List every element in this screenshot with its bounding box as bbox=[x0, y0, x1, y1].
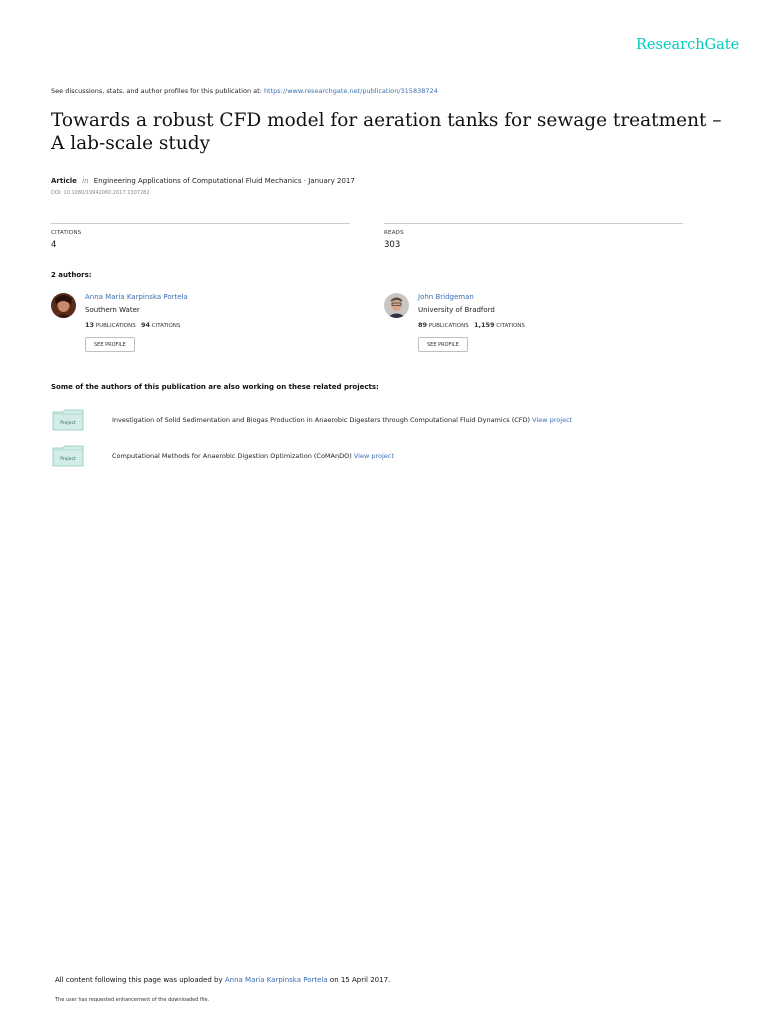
project-1-title: Investigation of Solid Sedimentation and Biogas Production in Anaerobic Digesters through Computational Fluid Dynamics (CFD) bbox=[112, 416, 531, 424]
journal-date: Engineering Applications of Computational Fluid Mechanics · January 2017 bbox=[93, 177, 355, 185]
avatar-author-1[interactable] bbox=[51, 293, 76, 318]
upload-suffix: on 15 April 2017. bbox=[329, 976, 391, 984]
publication-meta bbox=[51, 177, 355, 185]
publication-url-link[interactable]: https://www.researchgate.net/publication/315838724 bbox=[263, 87, 438, 95]
author-2-institution: University of Bradford bbox=[418, 306, 495, 314]
folder-icon bbox=[52, 409, 84, 431]
author-1-stats bbox=[85, 321, 180, 329]
author-1-publications-count: 13 bbox=[85, 321, 95, 329]
author-2-citations-label: CITATIONS bbox=[496, 323, 525, 329]
author-2-publications-count: 89 bbox=[418, 321, 428, 329]
author-2-stats bbox=[418, 321, 525, 329]
author-2-citations-count: 1,159 bbox=[473, 321, 495, 329]
enhancement-note: The user has requested enhancement of the downloaded file. bbox=[55, 997, 210, 1003]
publication-title: Towards a robust CFD model for aeration tanks for sewage treatment – A lab-scale study bbox=[51, 110, 722, 154]
author-2-photo-icon bbox=[384, 293, 409, 318]
author-2-name[interactable]: John Bridgeman bbox=[418, 293, 474, 301]
doi: DOI: 10.1080/19942060.2017.1307282 bbox=[51, 190, 150, 196]
project-1-icon-label: Project bbox=[60, 421, 76, 426]
project-1-view-link[interactable]: View project bbox=[532, 416, 573, 424]
citations-divider bbox=[51, 223, 350, 224]
article-type: Article bbox=[51, 177, 77, 185]
reads-divider bbox=[384, 223, 683, 224]
project-1-row bbox=[112, 416, 572, 424]
citations-value: 4 bbox=[51, 240, 57, 250]
researchgate-logo[interactable]: ResearchGate bbox=[636, 37, 740, 53]
author-1-publications-label: PUBLICATIONS bbox=[95, 323, 136, 329]
project-2-icon-label: Project bbox=[60, 457, 76, 462]
author-2-publications-label: PUBLICATIONS bbox=[428, 323, 469, 329]
uploader-link[interactable]: Anna Maria Karpinska Portela bbox=[224, 976, 328, 984]
authors-heading: 2 authors: bbox=[51, 271, 92, 279]
author-1-photo-icon bbox=[51, 293, 76, 318]
reads-label: READS bbox=[384, 230, 404, 236]
author-1-citations-count: 94 bbox=[140, 321, 150, 329]
discussion-prefix: See discussions, stats, and author profiles for this publication at: bbox=[51, 87, 262, 95]
author-1-see-profile-button[interactable]: SEE PROFILE bbox=[85, 337, 135, 352]
author-1-name[interactable]: Anna Maria Karpinska Portela bbox=[85, 293, 188, 301]
project-2-title: Computational Methods for Anaerobic Digestion Optimization (CoMAnDO) bbox=[112, 452, 352, 460]
author-1-institution: Southern Water bbox=[85, 306, 140, 314]
project-1-folder-icon bbox=[52, 409, 84, 431]
project-2-row bbox=[112, 452, 394, 460]
author-1-citations-label: CITATIONS bbox=[151, 323, 181, 329]
project-2-folder-icon bbox=[52, 445, 84, 467]
author-2-see-profile-button[interactable]: SEE PROFILE bbox=[418, 337, 468, 352]
project-2-view-link[interactable]: View project bbox=[353, 452, 394, 460]
avatar-author-2[interactable] bbox=[384, 293, 409, 318]
citations-label: CITATIONS bbox=[51, 230, 82, 236]
related-projects-heading: Some of the authors of this publication are also working on these related projects: bbox=[51, 383, 379, 391]
reads-value: 303 bbox=[384, 240, 401, 250]
folder-icon bbox=[52, 445, 84, 467]
in-word: in bbox=[82, 177, 89, 185]
upload-note bbox=[55, 976, 390, 984]
discussion-line bbox=[51, 87, 438, 95]
upload-prefix: All content following this page was uploaded by bbox=[55, 976, 223, 984]
